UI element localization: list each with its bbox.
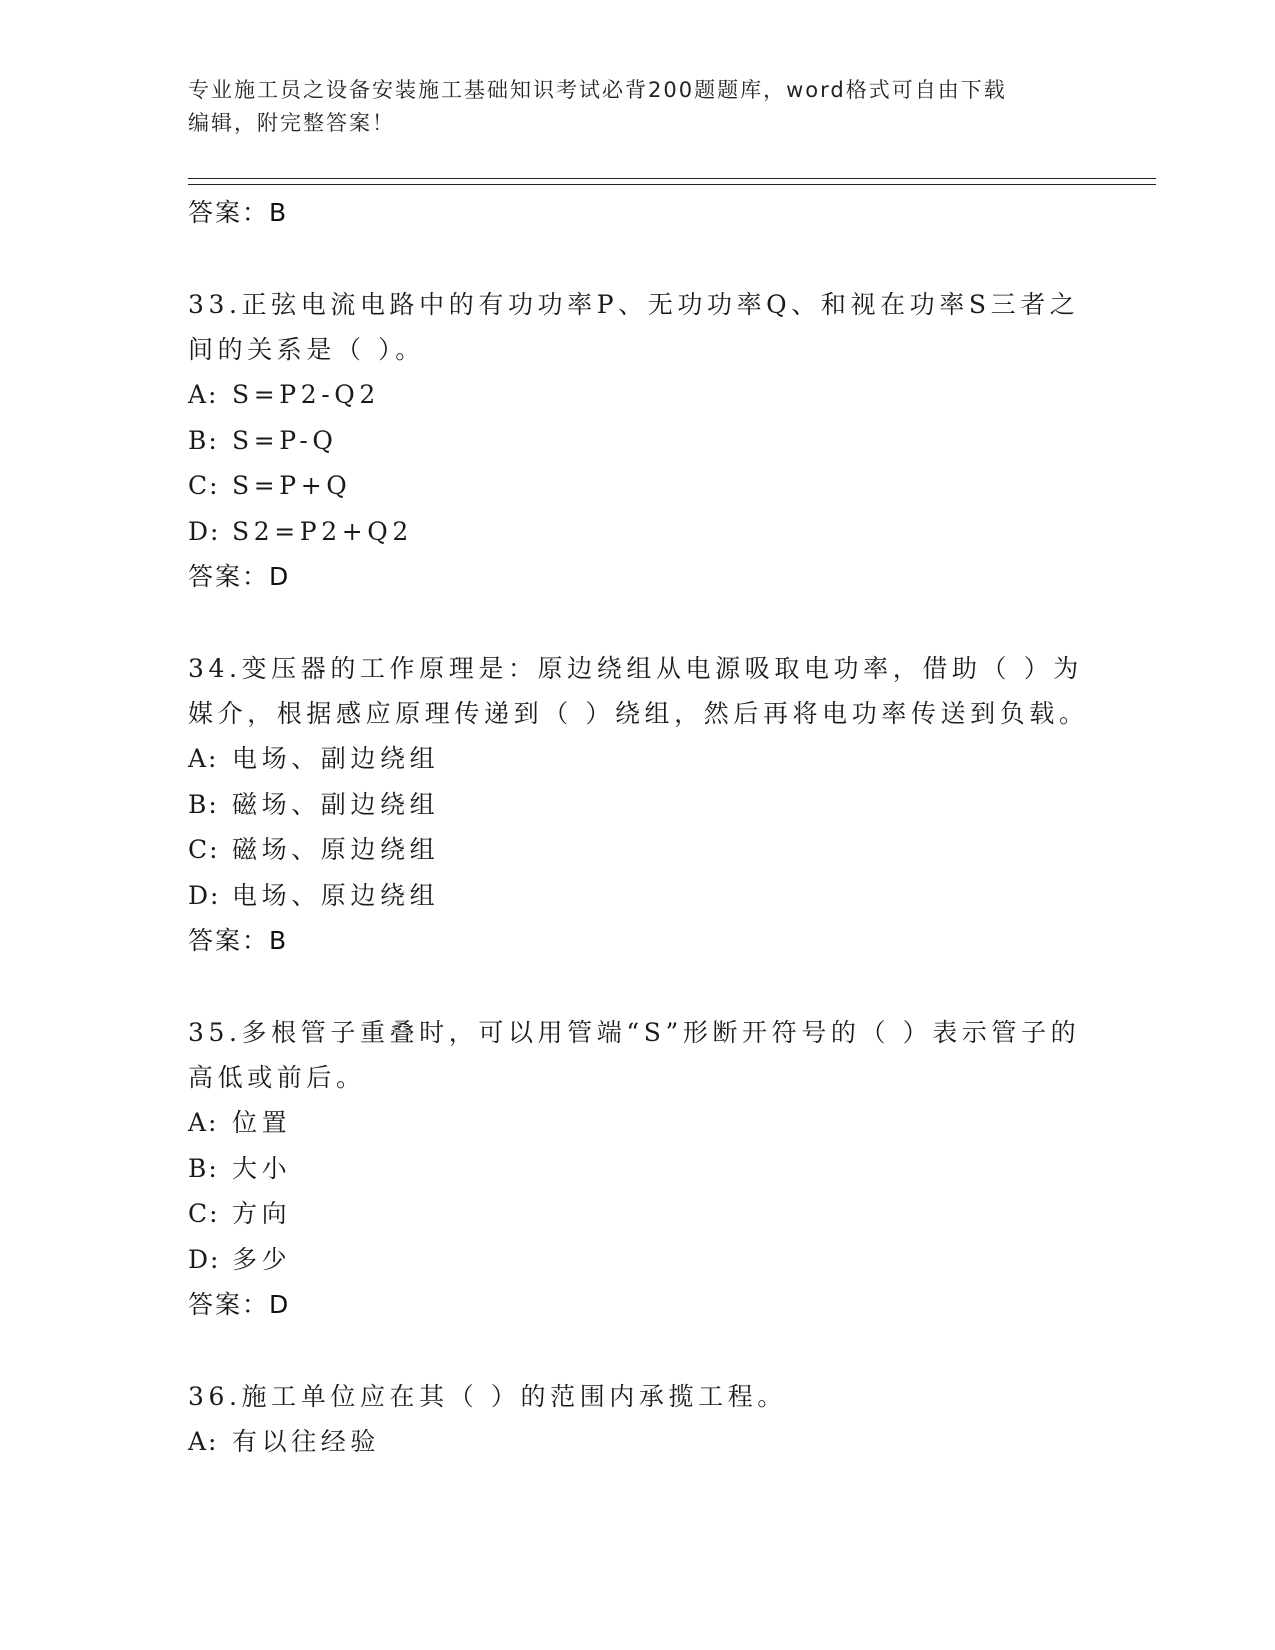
option-letter: D: — [188, 880, 221, 910]
option-letter: B: — [188, 1153, 219, 1183]
answer-line: 答案：B — [188, 198, 289, 227]
answer-line: 答案：B — [188, 926, 289, 955]
option-letter: D: — [188, 516, 221, 546]
option-b — [188, 418, 1108, 464]
header-title-line-1: 专业施工员之设备安装施工基础知识考试必背200题题库，word格式可自由下载 — [188, 78, 1007, 102]
question-text: 间的关系是（ ）。 — [188, 335, 425, 364]
option-b — [188, 1146, 1108, 1192]
option-text: 磁场、原边绕组 — [232, 835, 440, 864]
option-text: S=P+Q — [232, 471, 352, 500]
answer-line: 答案：D — [188, 562, 291, 591]
question-35 — [188, 1010, 1108, 1328]
option-text: 磁场、副边绕组 — [232, 789, 440, 819]
option-letter: A: — [188, 380, 219, 409]
option-letter: A: — [188, 1108, 219, 1137]
option-letter: A: — [188, 1427, 219, 1456]
option-text: 电场、原边绕组 — [232, 880, 440, 910]
option-text: 位置 — [232, 1108, 292, 1137]
option-letter: D: — [188, 1244, 221, 1274]
header-divider-top — [188, 178, 1156, 179]
question-text: 35.多根管子重叠时，可以用管端“S”形断开符号的（ ）表示管子的 — [188, 1018, 1081, 1047]
option-a — [188, 1419, 1108, 1465]
question-34 — [188, 646, 1108, 964]
option-text: 电场、副边绕组 — [232, 744, 440, 773]
option-a — [188, 372, 1108, 418]
option-letter: B: — [188, 425, 219, 455]
option-text: 有以往经验 — [232, 1427, 381, 1456]
option-letter: C: — [188, 471, 220, 500]
question-text: 高低或前后。 — [188, 1063, 366, 1092]
page-header — [188, 74, 1088, 140]
question-text: 33.正弦电流电路中的有功功率P、无功功率Q、和视在功率S三者之 — [188, 290, 1080, 319]
option-letter: C: — [188, 835, 220, 864]
answer-line: 答案：D — [188, 1290, 291, 1319]
option-c — [188, 827, 1108, 873]
option-b — [188, 782, 1108, 828]
header-divider-bottom — [188, 184, 1156, 185]
question-36 — [188, 1374, 1108, 1465]
option-text: S2=P2+Q2 — [232, 516, 413, 546]
header-title-line-2: 编辑，附完整答案！ — [188, 111, 395, 135]
question-text: 媒介，根据感应原理传递到（ ）绕组，然后再将电功率传送到负载。 — [188, 699, 1089, 728]
option-text: S=P-Q — [232, 425, 338, 455]
option-text: 多少 — [232, 1244, 292, 1274]
question-text: 34.变压器的工作原理是：原边绕组从电源吸取电功率，借助（ ）为 — [188, 654, 1083, 683]
option-text: 方向 — [232, 1199, 292, 1228]
option-letter: C: — [188, 1199, 220, 1228]
option-c — [188, 1191, 1108, 1237]
option-text: 大小 — [232, 1153, 292, 1183]
option-d — [188, 1237, 1108, 1283]
option-letter: B: — [188, 789, 219, 819]
question-list — [188, 190, 1108, 1465]
option-d — [188, 873, 1108, 919]
option-letter: A: — [188, 744, 219, 773]
question-33 — [188, 282, 1108, 600]
option-a — [188, 736, 1108, 782]
option-d — [188, 509, 1108, 555]
option-a — [188, 1100, 1108, 1146]
option-c — [188, 463, 1108, 509]
question-text: 36.施工单位应在其（ ）的范围内承揽工程。 — [188, 1382, 787, 1411]
option-text: S=P2-Q2 — [232, 380, 380, 409]
